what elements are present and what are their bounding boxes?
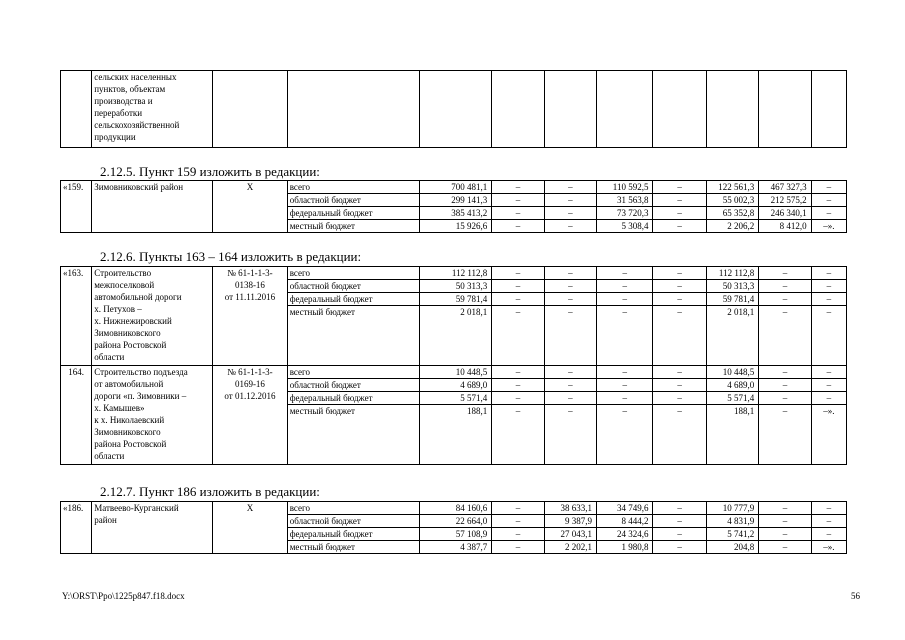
budget-label: местный бюджет — [287, 306, 419, 366]
cont-num-cell — [61, 71, 92, 148]
row-number: 164. — [61, 366, 92, 465]
table-row: областной бюджет 50 313,3 – – – – 50 313,3 – – — [61, 280, 847, 293]
budget-label: местный бюджет — [287, 405, 419, 465]
table-row: «163. Строительство межпоселковой автомобильной дороги х. Петухов – х. Нижнежировский Зимовниковского района Ростовской области № 61-1-1-3- 0138-16 от 11.11.2016 всего 112 112,8 – – – – 112 112,8 – – — [61, 267, 847, 280]
budget-label: всего — [287, 502, 419, 515]
table-row: областной бюджет 4 689,0 – – – – 4 689,0 – – — [61, 379, 847, 392]
row-number: «159. — [61, 181, 92, 233]
section-heading-186: 2.12.7. Пункт 186 изложить в редакции: — [100, 484, 320, 499]
row-number: «186. — [61, 502, 92, 554]
continuation-table — [60, 70, 847, 148]
budget-label: местный бюджет — [287, 220, 419, 233]
row-doc: № 61-1-1-3- 0138-16 от 11.11.2016 — [213, 267, 288, 366]
table-159 — [60, 180, 847, 233]
table-row: 164. Строительство подъезда от автомобильной дороги «п. Зимовники – х. Камышев» к х. Николаевский Зимовниковского района Ростовской области № 61-1-1-3- 0169-16 от 01.12.2016 всего 10 448,5 – – – – 10 448,5 – – — [61, 366, 847, 379]
row-name: Матвеево-Курганский район — [92, 502, 213, 554]
row-name: Зимовниковский район — [92, 181, 213, 233]
row-doc: Х — [213, 502, 288, 554]
section-heading-159: 2.12.5. Пункт 159 изложить в редакции: — [100, 164, 320, 179]
table-row: федеральный бюджет 59 781,4 – – – – 59 781,4 – – — [61, 293, 847, 306]
budget-label: областной бюджет — [287, 515, 419, 528]
page-number: 56 — [851, 591, 860, 601]
table-row: местный бюджет 188,1 – – – – 188,1 – –». — [61, 405, 847, 465]
cont-line: производства и — [94, 96, 153, 106]
table-row: местный бюджет 4 387,7 – 2 202,1 1 980,8 – 204,8 – –». — [61, 541, 847, 554]
table-row: «159. Зимовниковский район Х всего 700 481,1 – – 110 592,5 – 122 561,3 467 327,3 – — [61, 181, 847, 194]
table-row: местный бюджет 2 018,1 – – – – 2 018,1 – – — [61, 306, 847, 366]
budget-label: всего — [287, 181, 419, 194]
cont-name-cell — [92, 71, 213, 148]
row-doc: Х — [213, 181, 288, 233]
table-row: федеральный бюджет 385 413,2 – – 73 720,3 – 65 352,8 246 340,1 – — [61, 207, 847, 220]
budget-label: федеральный бюджет — [287, 392, 419, 405]
cont-line: сельских населенных — [94, 72, 177, 82]
cont-line: пунктов, объектам — [94, 84, 166, 94]
section-heading-163-164: 2.12.6. Пункты 163 – 164 изложить в редакции: — [100, 249, 362, 264]
budget-label: федеральный бюджет — [287, 293, 419, 306]
row-doc: № 61-1-1-3- 0169-16 от 01.12.2016 — [213, 366, 288, 465]
table-row: областной бюджет 22 664,0 – 9 387,9 8 444,2 – 4 831,9 – – — [61, 515, 847, 528]
table-163-164 — [60, 266, 847, 465]
cont-line: переработки — [94, 108, 143, 118]
budget-label: областной бюджет — [287, 280, 419, 293]
budget-label: всего — [287, 366, 419, 379]
cont-line: продукции — [94, 132, 136, 142]
table-row: «186. Матвеево-Курганский район Х всего 84 160,6 – 38 633,1 34 749,6 – 10 777,9 – – — [61, 502, 847, 515]
row-name: Строительство подъезда от автомобильной дороги «п. Зимовники – х. Камышев» к х. Николаевский Зимовниковского района Ростовской области — [92, 366, 213, 465]
table-row: местный бюджет 15 926,6 – – 5 308,4 – 2 206,2 8 412,0 –». — [61, 220, 847, 233]
row-name: Строительство межпоселковой автомобильной дороги х. Петухов – х. Нижнежировский Зимовниковского района Ростовской области — [92, 267, 213, 366]
cont-line: сельскохозяйственной — [94, 120, 180, 130]
budget-label: местный бюджет — [287, 541, 419, 554]
budget-label: областной бюджет — [287, 194, 419, 207]
budget-label: федеральный бюджет — [287, 528, 419, 541]
table-row: федеральный бюджет 57 108,9 – 27 043,1 24 324,6 – 5 741,2 – – — [61, 528, 847, 541]
footer-file-path: Y:\ORST\Ppo\1225p847.f18.docx — [62, 591, 185, 601]
table-row: федеральный бюджет 5 571,4 – – – – 5 571,4 – – — [61, 392, 847, 405]
row-number: «163. — [61, 267, 92, 366]
table-186 — [60, 501, 847, 554]
table-row: областной бюджет 299 141,3 – – 31 563,8 – 55 002,3 212 575,2 – — [61, 194, 847, 207]
budget-label: всего — [287, 267, 419, 280]
budget-label: областной бюджет — [287, 379, 419, 392]
budget-label: федеральный бюджет — [287, 207, 419, 220]
